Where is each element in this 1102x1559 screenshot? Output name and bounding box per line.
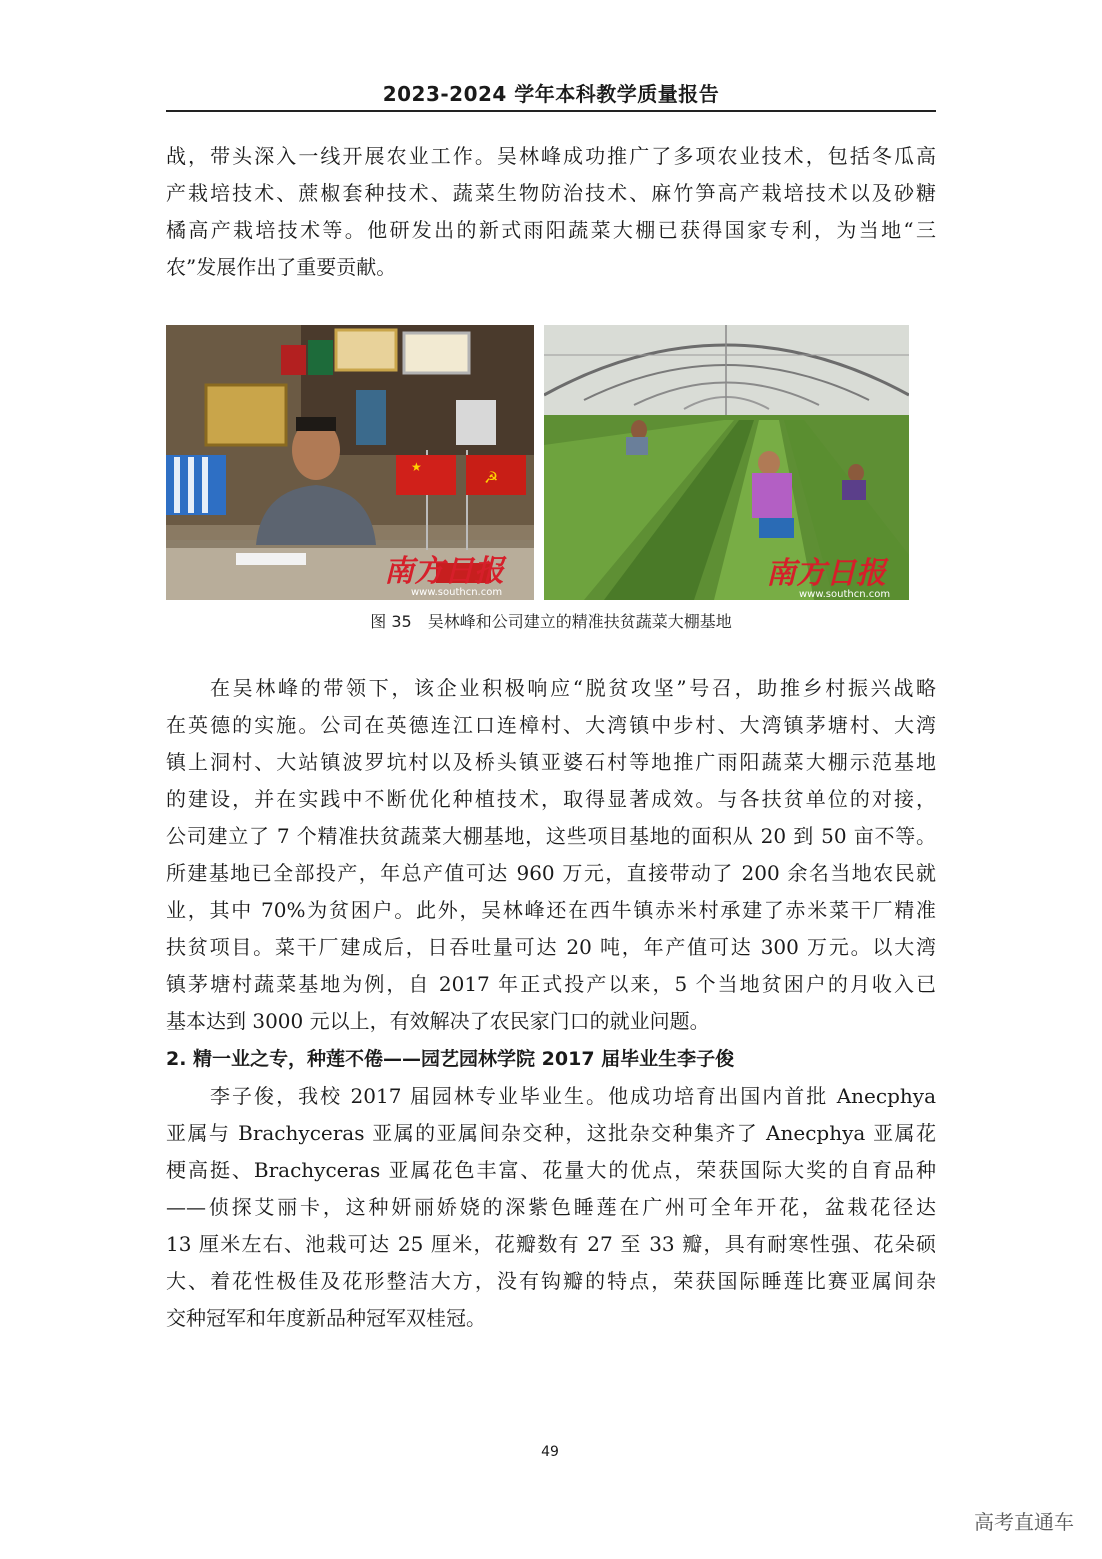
text-line: 业，其中 70%为贫困户。此外，吴林峰还在西牛镇赤米村承建了赤米菜干厂精准 (166, 898, 936, 922)
text-line: 在吴林峰的带领下，该企业积极响应“脱贫攻坚”号召，助推乡村振兴战略 (210, 676, 936, 700)
paragraph-three (166, 1078, 936, 1337)
text-line: 镇茅塘村蔬菜基地为例，自 2017 年正式投产以来，5 个当地贫困户的月收入已 (166, 972, 936, 996)
text-line: ——侦探艾丽卡，这种妍丽娇娆的深紫色睡莲在广州可全年开花，盆栽花径达 (166, 1195, 936, 1219)
page-number: 49 (541, 1444, 559, 1460)
text-line: 公司建立了 7 个精准扶贫蔬菜大棚基地，这些项目基地的面积从 20 到 50 亩不等。 (166, 824, 936, 848)
text-line: 镇上洞村、大站镇波罗坑村以及桥头镇亚婆石村等地推广雨阳蔬菜大棚示范基地 (166, 750, 936, 774)
text-line: 扶贫项目。菜干厂建成后，日吞吐量可达 20 吨，年产值可达 300 万元。以大湾 (166, 935, 936, 959)
text-line: 交种冠军和年度新品种冠军双桂冠。 (166, 1306, 486, 1330)
text-line: 亚属与 Brachyceras 亚属的亚属间杂交种，这批杂交种集齐了 Anecphya 亚属花 (166, 1121, 936, 1145)
site-watermark: www.southcn.com (411, 587, 503, 598)
site-watermark: www.southcn.com (799, 589, 891, 600)
greenhouse-photo (544, 325, 909, 600)
office-portrait-photo (166, 325, 534, 600)
site-watermark-text: 高考直通车 (974, 1510, 1074, 1534)
section-heading: 2. 精一业之专，种莲不倦——园艺园林学院 2017 届毕业生李子俊 (166, 1048, 735, 1070)
text-line: 战，带头深入一线开展农业工作。吴林峰成功推广了多项农业技术，包括冬瓜高 (166, 144, 936, 168)
intro-paragraph (166, 138, 936, 286)
text-line: 橘高产栽培技术等。他研发出的新式雨阳蔬菜大棚已获得国家专利，为当地“三 (166, 218, 936, 242)
text-line: 13 厘米左右、池栽可达 25 厘米，花瓣数有 27 至 33 瓣，具有耐寒性强、花朵硕 (166, 1232, 936, 1256)
text-line: 梗高挺、Brachyceras 亚属花色丰富、花量大的优点，荣获国际大奖的自育品种 (166, 1158, 936, 1182)
svg-text:★: ★ (411, 460, 422, 474)
text-line: 基本达到 3000 元以上，有效解决了农民家门口的就业问题。 (166, 1009, 710, 1033)
text-line: 李子俊，我校 2017 届园林专业毕业生。他成功培育出国内首批 Anecphya (210, 1084, 936, 1108)
newspaper-watermark: 南方日报 (384, 554, 504, 589)
text-line: 农”发展作出了重要贡献。 (166, 255, 397, 279)
paragraph-two (166, 670, 936, 1040)
newspaper-watermark: 南方日报 (766, 556, 886, 591)
text-line: 的建设，并在实践中不断优化种植技术，取得显著成效。与各扶贫单位的对接， (166, 787, 936, 811)
svg-text:☭: ☭ (484, 468, 499, 487)
text-line: 所建基地已全部投产，年总产值可达 960 万元，直接带动了 200 余名当地农民就 (166, 861, 936, 885)
report-header-title: 2023-2024 学年本科教学质量报告 (166, 78, 936, 112)
text-line: 大、着花性极佳及花形整洁大方，没有钩瓣的特点，荣获国际睡莲比赛亚属间杂 (166, 1269, 936, 1293)
figure-caption: 图 35 吴林峰和公司建立的精准扶贫蔬菜大棚基地 (370, 612, 732, 631)
text-line: 在英德的实施。公司在英德连江口连樟村、大湾镇中步村、大湾镇茅塘村、大湾 (166, 713, 936, 737)
text-line: 产栽培技术、蔗椒套种技术、蔬菜生物防治技术、麻竹笋高产栽培技术以及砂糖 (166, 181, 936, 205)
